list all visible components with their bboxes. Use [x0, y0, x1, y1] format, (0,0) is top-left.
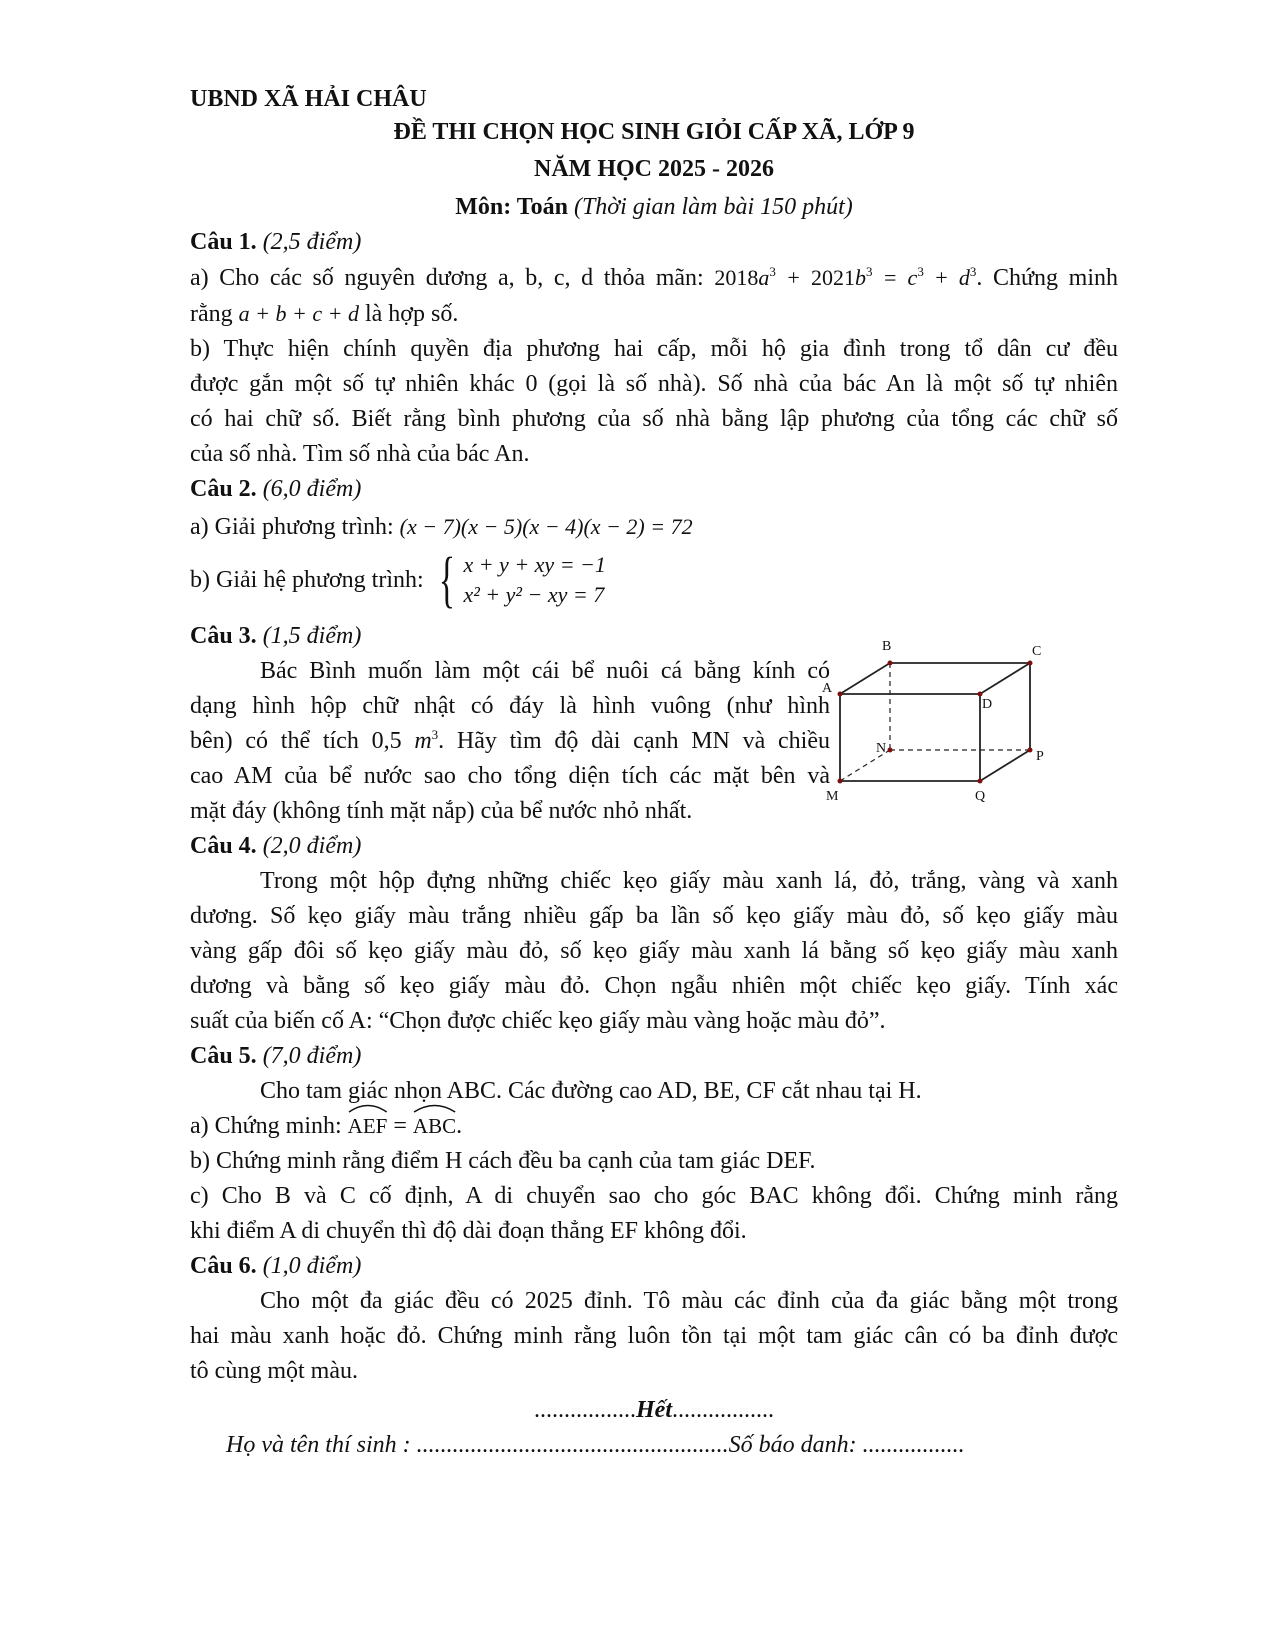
q5c-line: c) Cho B và C cố định, A di chuyển sao cho góc BAC không đổi. Chứng minh rằng — [190, 1183, 1118, 1209]
question-6-title: Câu 6. — [190, 1253, 257, 1279]
q6-line: hai màu xanh hoặc đỏ. Chứng minh rằng luôn tồn tại một tam giác cân có ba đỉnh được — [190, 1323, 1118, 1349]
q2b-line — [190, 545, 1118, 615]
q2b-equation-1: x + y + xy = −1 — [463, 552, 606, 577]
time-note: (Thời gian làm bài 150 phút) — [573, 194, 853, 220]
end-marker — [190, 1393, 1118, 1428]
label-b: B — [882, 639, 892, 654]
q2b-text: b) Giải hệ phương trình: — [190, 566, 424, 593]
subject-line — [190, 190, 1118, 225]
question-2-points: (6,0 điểm) — [262, 476, 362, 502]
q1a-line-2 — [190, 296, 1118, 332]
q5a-text: a) Chứng minh: — [190, 1113, 342, 1139]
q3-line: bên) có thể tích 0,5 $m^3$. Hãy tìm độ dài cạnh MN và chiều — [190, 727, 830, 754]
label-d: D — [982, 697, 993, 712]
q5a-end: . — [456, 1113, 463, 1139]
candidate-info-line — [226, 1428, 1118, 1463]
question-3-body — [190, 639, 1118, 829]
q1a-equation: $2018a^3 + 2021b^3 = c^3 + d^3$ — [714, 264, 977, 290]
angle-equals: = — [393, 1113, 407, 1139]
question-2-title: Câu 2. — [190, 476, 257, 502]
question-5-title: Câu 5. — [190, 1043, 257, 1069]
q5b-line: b) Chứng minh rằng điểm H cách đều ba cạnh của tam giác DEF. — [190, 1148, 816, 1174]
question-3-title: Câu 3. — [190, 623, 257, 649]
q2b-system — [432, 546, 606, 614]
q4-line: vàng gấp đôi số kẹo giấy màu đỏ, số kẹo giấy màu xanh lá bằng số kẹo giấy màu xanh — [190, 938, 1118, 964]
q4-line: Trong một hộp đựng những chiếc kẹo giấy màu xanh lá, đỏ, trắng, vàng và xanh — [260, 868, 1118, 894]
q3-line: Bác Bình muốn làm một cái bể nuôi cá bằng kính có — [260, 658, 830, 684]
q1a-expression: a + b + c + d — [238, 301, 359, 326]
q1b-line: b) Thực hiện chính quyền địa phương hai cấp, mỗi hộ gia đình trong tổ dân cư đều — [190, 336, 1118, 362]
candidate-id-label: Số báo danh: — [728, 1432, 857, 1458]
q1b-line: có hai chữ số. Biết rằng bình phương của số nhà bằng lập phương của tổng các chữ số — [190, 406, 1118, 432]
q1a-text: a) Cho các số nguyên dương a, b, c, d thỏa mãn: — [190, 265, 704, 291]
q4-line: dương. Số kẹo giấy màu trắng nhiều gấp ba lần số kẹo giấy màu đỏ, số kẹo giấy màu — [190, 903, 1118, 929]
question-5-points: (7,0 điểm) — [262, 1043, 362, 1069]
question-4-points: (2,0 điểm) — [262, 833, 362, 859]
question-4-heading — [190, 829, 1118, 864]
candidate-name-blank: .................................................... — [416, 1432, 729, 1458]
question-1-heading — [190, 225, 1118, 260]
system-brace: { — [438, 546, 455, 614]
label-a: A — [822, 681, 833, 696]
q4-line: dương và bằng số kẹo giấy màu đỏ. Chọn ngẫu nhiên một chiếc kẹo giấy. Tính xác — [190, 973, 1118, 999]
question-6-heading — [190, 1249, 1118, 1284]
q1a-text-start: rằng — [190, 301, 233, 327]
q2a-line — [190, 509, 1118, 545]
label-p: P — [1036, 749, 1044, 764]
q1a-prove: . Chứng minh — [976, 265, 1118, 291]
q3-line: cao AM của bể nước sao cho tổng diện tích các mặt bên và — [190, 763, 830, 789]
q1a-line-1 — [190, 260, 1118, 296]
box-figure — [820, 628, 1090, 808]
q6-line: tô cùng một màu. — [190, 1358, 358, 1384]
question-1-title: Câu 1. — [190, 229, 257, 255]
q1a-text-end: là hợp số. — [364, 301, 459, 327]
label-q: Q — [975, 789, 986, 804]
q4-line: suất của biến cố A: “Chọn được chiếc kẹo giấy màu vàng hoặc màu đỏ”. — [190, 1008, 886, 1034]
issuing-authority: UBND XÃ HẢI CHÂU — [190, 86, 427, 112]
q6-line: Cho một đa giác đều có 2025 đỉnh. Tô màu các đỉnh của đa giác bằng một trong — [260, 1288, 1118, 1314]
candidate-id-blank: ................. — [862, 1432, 965, 1458]
q2b-equation-2: x² + y² − xy = 7 — [463, 582, 605, 607]
subject-label: Môn: Toán — [455, 194, 568, 220]
question-3-points: (1,5 điểm) — [262, 623, 362, 649]
end-dots-right: ................. — [672, 1397, 774, 1423]
candidate-name-label: Họ và tên thí sinh : — [226, 1432, 411, 1458]
q2a-equation: (x − 7)(x − 5)(x − 4)(x − 2) = 72 — [399, 514, 693, 539]
angle-aef — [348, 1109, 388, 1144]
school-year: NĂM HỌC 2025 - 2026 — [534, 156, 774, 182]
q3-line: dạng hình hộp chữ nhật có đáy là hình vuông (như hình — [190, 693, 830, 719]
question-4-title: Câu 4. — [190, 833, 257, 859]
angle-aef-label: AEF — [347, 1114, 388, 1138]
question-6-points: (1,0 điểm) — [262, 1253, 362, 1279]
q1b-line: được gắn một số tự nhiên khác 0 (gọi là số nhà). Số nhà của bác An là một số tự nhiên — [190, 371, 1118, 397]
question-1-points: (2,5 điểm) — [262, 229, 362, 255]
angle-abc — [413, 1109, 456, 1144]
label-n: N — [876, 741, 887, 756]
exam-page — [190, 82, 1118, 1463]
question-2-heading — [190, 472, 1118, 507]
end-dots-left: ................. — [534, 1397, 636, 1423]
q5a-line — [190, 1109, 1118, 1144]
label-m: M — [826, 789, 839, 804]
q3-line: mặt đáy (không tính mặt nắp) của bể nước nhỏ nhất. — [190, 798, 693, 824]
question-5-heading — [190, 1039, 1118, 1074]
label-c: C — [1032, 644, 1042, 659]
q5c-line: khi điểm A di chuyển thì độ dài đoạn thẳng EF không đổi. — [190, 1218, 747, 1244]
q5-intro: Cho tam giác nhọn ABC. Các đường cao AD, BE, CF cắt nhau tại H. — [260, 1078, 922, 1104]
q1b-line: của số nhà. Tìm số nhà của bác An. — [190, 441, 530, 467]
end-word: Hết — [636, 1397, 672, 1423]
q2a-text: a) Giải phương trình: — [190, 514, 394, 540]
exam-title: ĐỀ THI CHỌN HỌC SINH GIỎI CẤP XÃ, LỚP 9 — [393, 119, 915, 145]
angle-abc-label: ABC — [412, 1114, 457, 1138]
